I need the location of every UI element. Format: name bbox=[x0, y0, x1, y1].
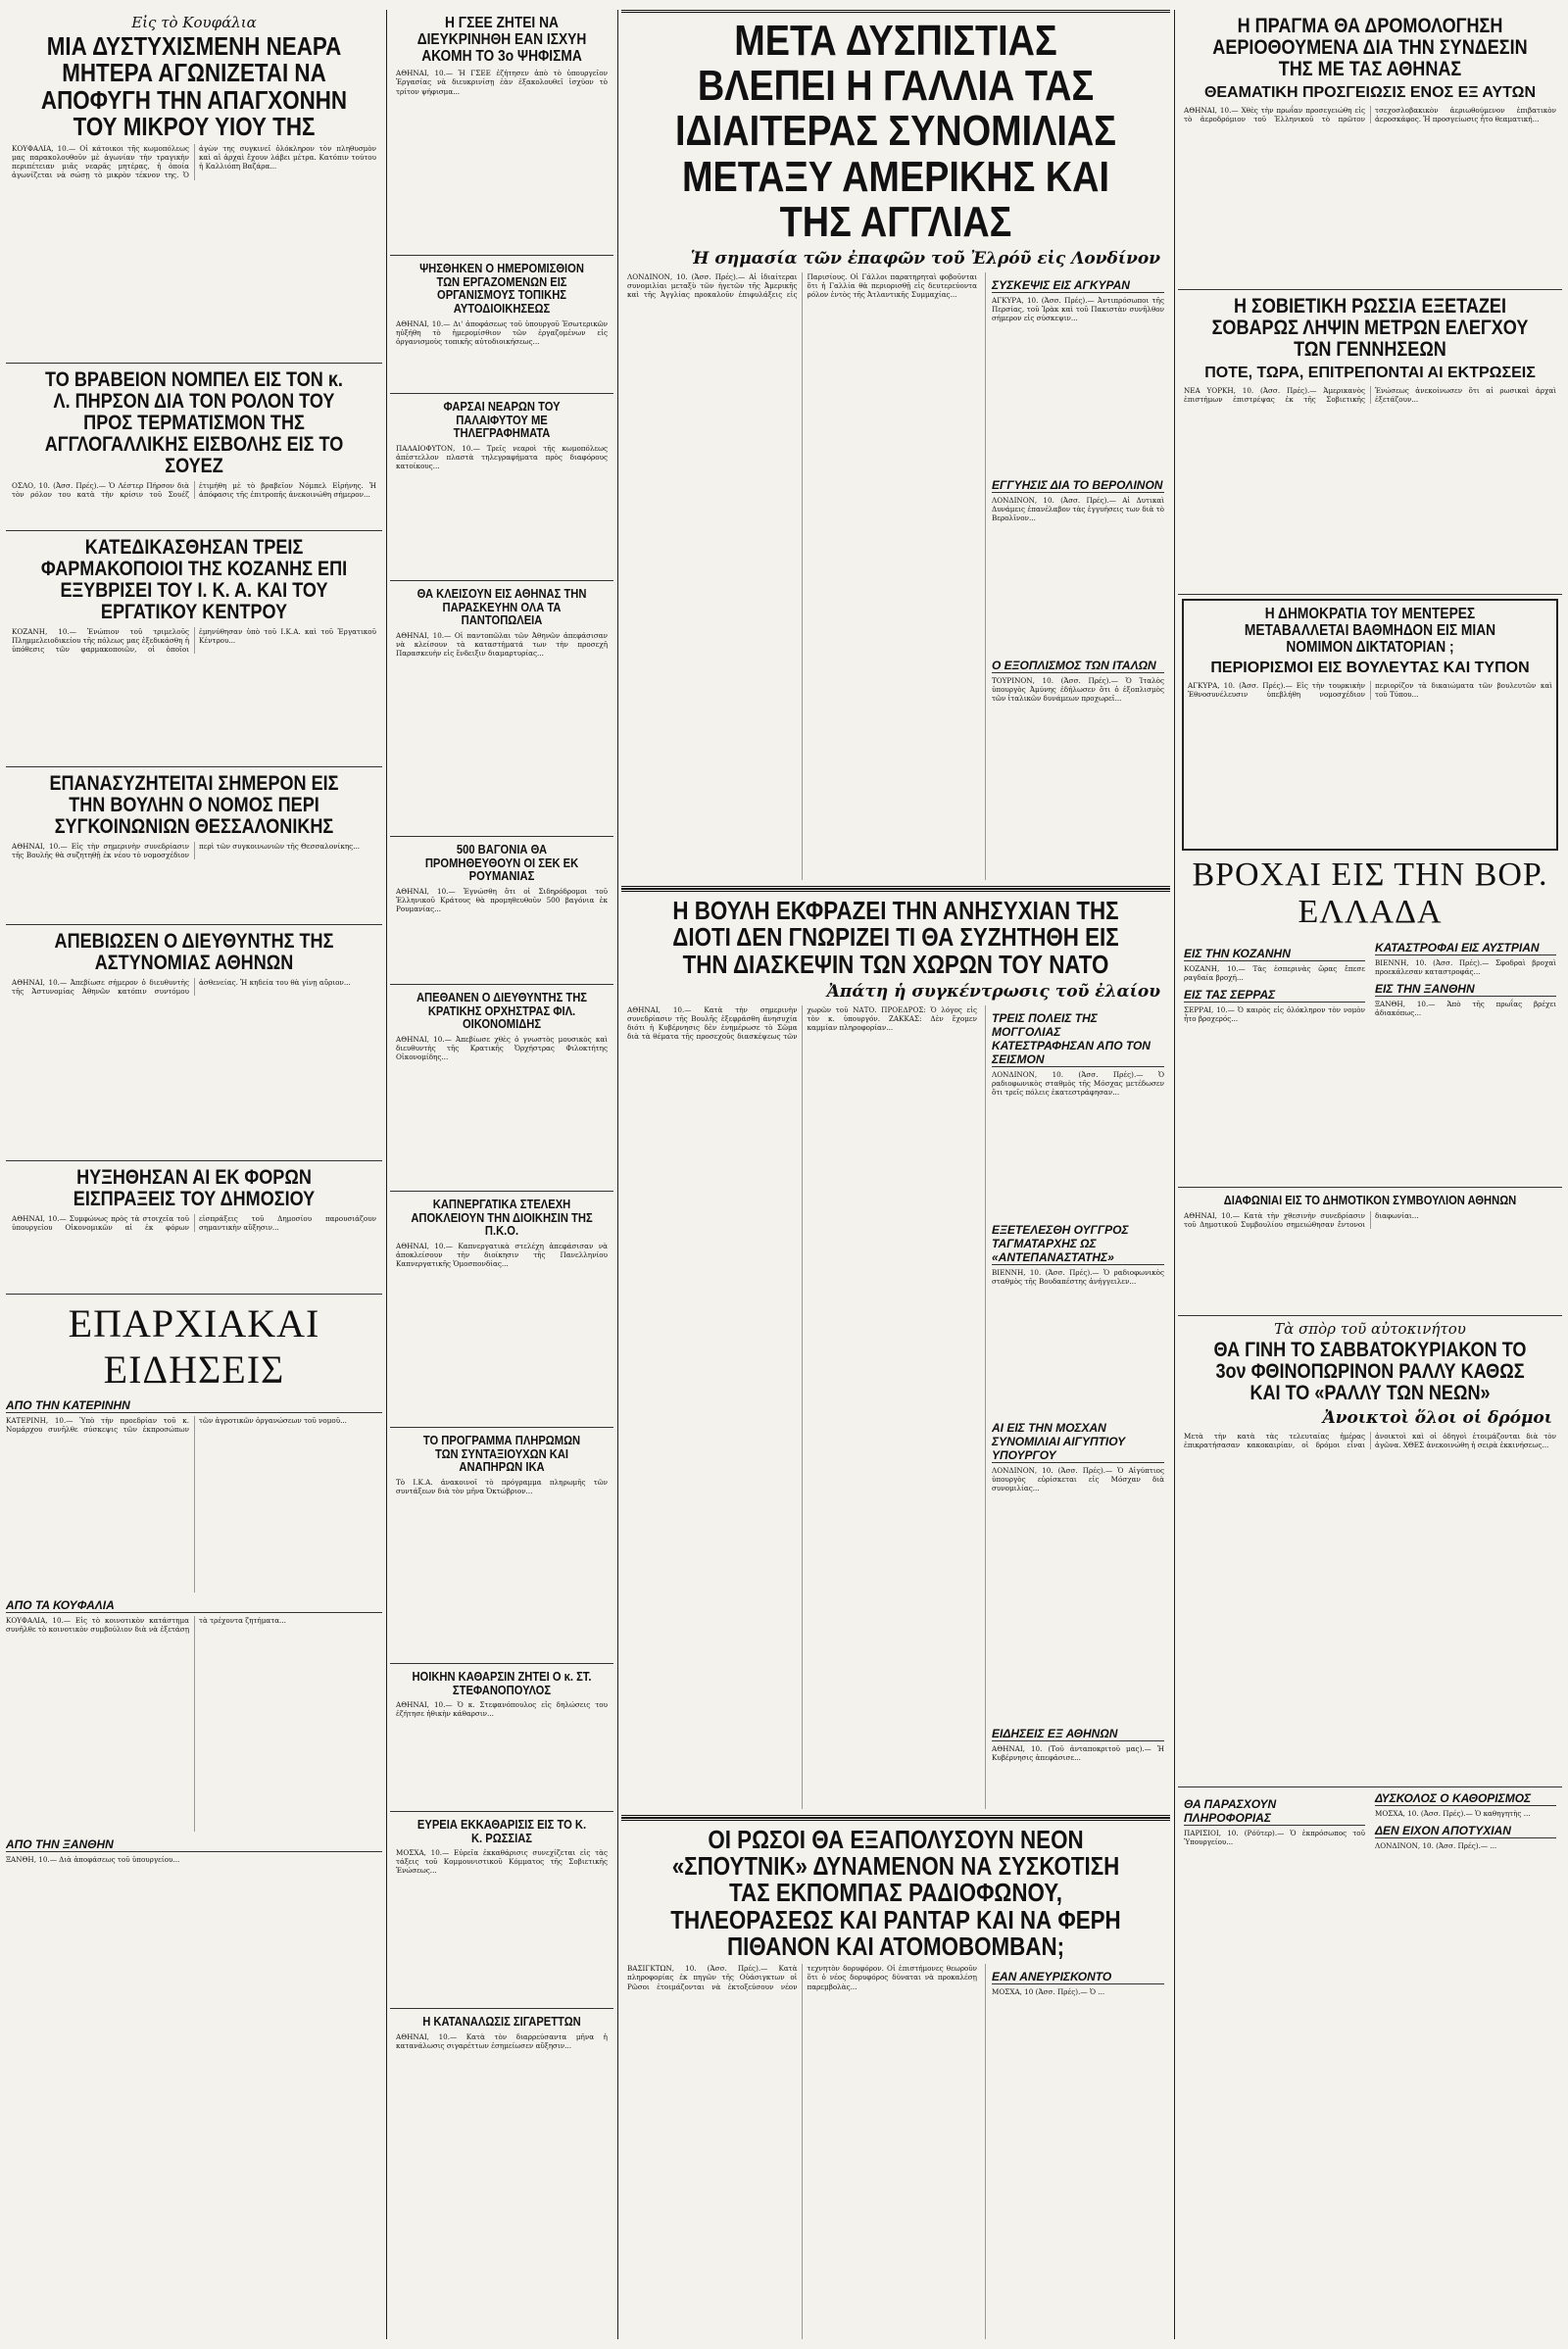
article-body: ΜΟΣΧΑ, 10 (Ἀσσ. Πρές).— Ὁ ... bbox=[992, 1987, 1105, 1997]
article-body: ΞΑΝΘΗ, 10.— Διὰ ἀποφάσεως τοῦ ὑπουργείου... bbox=[6, 1855, 180, 1864]
article-body: ΑΘΗΝΑΙ, 10.— Κατὰ τὴν χθεσινὴν συνεδρίασιν τοῦ Δημοτικοῦ Συμβουλίου σημειώθησαν ἔντονοι διαφωνίαι... bbox=[1184, 1210, 1419, 1229]
column-centre bbox=[621, 10, 1170, 2339]
article-body: ΑΘΗΝΑΙ, 10.— Εἰς τὴν σημερινὴν συνεδρίασιν τῆς Βουλῆς θὰ συζητηθῇ ἐκ νέου τὸ νομοσχέδιον περὶ τῶν συγκοινωνιῶν τῆς Θεσσαλονίκης... bbox=[12, 842, 361, 860]
article-body: ΛΟΝΔΙΝΟΝ, 10. (Ἀσσ. Πρές).— Αἱ Δυτικαὶ Δυνάμεις ἐπανέλαβον τὰς ἐγγυήσεις των διὰ τὸ Βερολῖνον... bbox=[992, 495, 1164, 523]
article-jet bbox=[1178, 10, 1562, 290]
nato-sidebar bbox=[985, 1005, 1164, 1809]
lead-headline: ΜΕΤΑ ΔΥΣΠΙΣΤΙΑΣ ΒΛΕΠΕΙ Η ΓΑΛΛΙΑ ΤΑΣ ΙΔΙΑΙΤΕΡΑΣ ΣΥΝΟΜΙΛΙΑΣ ΜΕΤΑΞΥ ΑΜΕΡΙΚΗΣ ΚΑΙ ΤΗΣ ΑΓΓΛΙΑΣ bbox=[675, 17, 1116, 246]
article-body: ΑΘΗΝΑΙ, 10.— Κατὰ τὸν διαρρεύσαντα μῆνα ἡ κατανάλωσις σιγαρέττων ἐσημείωσεν αὔξησιν... bbox=[396, 2031, 608, 2050]
article-body: ΑΘΗΝΑΙ, 10. (Τοῦ ἀνταποκριτοῦ μας).— Ἡ Κυβέρνησις ἀπεφάσισε... bbox=[992, 1743, 1164, 1762]
subheadline: ΠΟΤΕ, ΤΩΡΑ, ΕΠΙΤΡΕΠΟΝΤΑΙ ΑΙ ΕΚΤΡΩΣΕΙΣ bbox=[1204, 365, 1536, 382]
headline: ΦΑΡΣΑΙ ΝΕΑΡΩΝ ΤΟΥ ΠΑΛΑΙΦΥΤΟΥ ΜΕ ΤΗΛΕΓΡΑΦΗΜΑΤΑ bbox=[443, 399, 561, 441]
headline: ΚΑΠΝΕΡΓΑΤΙΚΑ ΣΤΕΛΕΧΗ ΑΠΟΚΛΕΙΟΥΝ ΤΗΝ ΔΙΟΙΚΗΣΙΝ ΤΗΣ Π.Κ.Ο. bbox=[411, 1197, 593, 1239]
headline: ΜΙΑ ΔΥΣΤΥΧΙΣΜΕΝΗ ΝΕΑΡΑ ΜΗΤΕΡΑ ΑΓΩΝΙΖΕΤΑΙ ΝΑ ΑΠΟΦΥΓΗ ΤΗΝ ΑΠΑΓΧΟΝΗΝ ΤΟΥ ΜΙΚΡΟΥ ΥΙΟΥ ΤΗΣ bbox=[40, 31, 348, 141]
article-body: ΑΘΗΝΑΙ, 10.— Οἱ παντοπῶλαι τῶν Ἀθηνῶν ἀπεφάσισαν νὰ κλείσουν τὰ καταστήματά των τὴν προσεχῆ Παρασκευὴν εἰς ἔνδειξιν διαμαρτυρίας... bbox=[396, 630, 608, 659]
article-gsee bbox=[390, 10, 613, 256]
lead-body-wrap bbox=[627, 272, 1164, 880]
section-title: ΑΠΟ ΤΗΝ ΞΑΝΘΗΝ bbox=[6, 1837, 382, 1852]
headline: ΤΟ ΒΡΑΒΕΙΟΝ ΝΟΜΠΕΛ ΕΙΣ ΤΟΝ κ. Λ. ΠΗΡΣΟΝ ΔΙΑ ΤΟΝ ΡΟΛΟΝ ΤΟΥ ΠΡΟΣ ΤΕΡΜΑΤΙΣΜΟΝ ΤΗΣ ΑΓΓΛΟΓΑΛΛΙΚΗΣ ΕΙΣΒΟΛΗΣ ΕΙΣ ΤΟ ΣΟΥΕΖ bbox=[44, 368, 344, 478]
sputnik-body-wrap bbox=[627, 1964, 1164, 2339]
section-title: ΤΡΕΙΣ ΠΟΛΕΙΣ ΤΗΣ ΜΟΓΓΟΛΙΑΣ ΚΑΤΕΣΤΡΑΦΗΣΑΝ ΑΠΟ ΤΟΝ ΣΕΙΣΜΟΝ bbox=[992, 1011, 1164, 1067]
article-body: ΑΘΗΝΑΙ, 10.— Συμφώνως πρὸς τὰ στοιχεῖα τοῦ ὑπουργείου Οἰκονομικῶν αἱ ἐκ φόρων εἰσπράξεις τοῦ Δημοσίου παρουσιάζουν σημαντικὴν αὔξησιν... bbox=[12, 1214, 376, 1233]
section-title: ΕΙΔΗΣΕΙΣ ΕΞ ΑΘΗΝΩΝ bbox=[992, 1727, 1164, 1741]
section-title: ΘΑ ΠΑΡΑΣΧΟΥΝ ΠΛΗΡΟΦΟΡΙΑΣ bbox=[1184, 1797, 1365, 1826]
kicker: Εἰς τὸ Κουφάλια bbox=[131, 14, 257, 31]
deck: Ἀπάτη ἡ συγκέντρωσις τοῦ ἐλαίου bbox=[826, 981, 1160, 1002]
article-body: ΛΟΝΔΙΝΟΝ, 10. (Ἀσσ. Πρές).— Ὁ ραδιοφωνικὸς σταθμὸς τῆς Μόσχας μετέδωσεν ὅτι τρεῖς πόλεις ἐκατεστράφησαν... bbox=[992, 1069, 1164, 1098]
section-title: ΕΑΝ ΑΝΕΥΡΙΣΚΟΝΤΟ bbox=[992, 1970, 1164, 1984]
article-taxes bbox=[6, 1161, 382, 1295]
section-title: ΕΞΕΤΕΛΕΣΘΗ ΟΥΓΓΡΟΣ ΤΑΓΜΑΤΑΡΧΗΣ ΩΣ «ΑΝΤΕΠΑΝΑΣΤΑΤΗΣ» bbox=[992, 1223, 1164, 1265]
column-left bbox=[6, 10, 382, 2339]
article-body: ΑΘΗΝΑΙ, 10.— Ἡ ΓΣΕΕ ἐζήτησεν ἀπὸ τὸ ὑπουργεῖον Ἐργασίας νὰ διευκρινίσῃ ἐὰν ἐξακολουθεῖ ἰσχύον τὸ τρίτον ψήφισμα... bbox=[396, 69, 608, 96]
headline: Η ΚΑΤΑΝΑΛΩΣΙΣ ΣΙΓΑΡΕΤΤΩΝ bbox=[422, 2014, 581, 2029]
article-body: ΑΘΗΝΑΙ, 10.— Ἀπεβίωσε σήμερον ὁ διευθυντὴς τῆς Ἀστυνομίας Ἀθηνῶν κατόπιν συντόμου ἀσθενείας. Ἡ κηδεία του θὰ γίνῃ αὔριον... bbox=[12, 978, 351, 997]
column-rule bbox=[386, 10, 387, 2339]
article-catharsis bbox=[390, 1664, 613, 1812]
article-grocers bbox=[390, 581, 613, 837]
section-title: ΔΕΝ ΕΙΧΟΝ ΑΠΟΤΥΧΙΑΝ bbox=[1375, 1824, 1556, 1838]
column-rule bbox=[617, 10, 618, 2339]
article-body: ΑΘΗΝΑΙ, 10.— Κατὰ τὴν σημερινὴν συνεδρίασιν τῆς Βουλῆς ἐξεφράσθη ἀνησυχία διότι ἡ Κυβέρνησις δὲν ἐνημέρωσε τὸ Σῶμα διὰ τὰ θέματα τῆς προσεχοῦς διασκέψεως τῶν χωρῶν τοῦ ΝΑΤΟ. ΠΡΟΕΔΡΟΣ: Ὁ λόγος εἰς τὸν κ. ὑπουργόν. ΖΑΚΚΑΣ: Δὲν ἔχομεν καμμίαν πληροφορίαν... bbox=[627, 1004, 977, 1042]
article-body: ΑΓΚΥΡΑ, 10. (Ἀσσ. Πρές).— Ἀντιπρόσωποι τῆς Περσίας, τοῦ Ἰρὰκ καὶ τοῦ Πακιστὰν συνῆλθον σήμερον εἰς σύσκεψιν... bbox=[992, 295, 1164, 323]
article-body: ΚΑΤΕΡΙΝΗ, 10.— Ὑπὸ τὴν προεδρίαν τοῦ κ. Νομάρχου συνῆλθε σύσκεψις τῶν ἐκπροσώπων τῶν ἀγροτικῶν ὀργανώσεων τοῦ νομοῦ... bbox=[6, 1416, 347, 1435]
headline: ΚΑΤΕΔΙΚΑΣΘΗΣΑΝ ΤΡΕΙΣ ΦΑΡΜΑΚΟΠΟΙΟΙ ΤΗΣ ΚΟΖΑΝΗΣ ΕΠΙ ΕΞΥΒΡΙΣΕΙ ΤΟΥ Ι. Κ. Α. ΚΑΙ ΤΟΥ ΕΡΓΑΤΙΚΟΥ ΚΕΝΤΡΟΥ bbox=[40, 536, 348, 624]
article-body: ΞΑΝΘΗ, 10.— Ἀπὸ τῆς πρωΐας βρέχει ἀδιακόπως... bbox=[1375, 1000, 1556, 1018]
article-body: ΛΟΝΔΙΝΟΝ, 10. (Ἀσσ. Πρές).— Αἱ ἰδιαίτεραι συνομιλίαι μεταξὺ τῶν ἡγετῶν τῆς Ἀμερικῆς καὶ τῆς Ἀγγλίας προκαλοῦν ἐπιφυλάξεις εἰς Παρισίους. Οἱ Γάλλοι παρατηρηταὶ φοβοῦνται ὅτι ἡ Γαλλία θὰ περιορισθῇ εἰς δευτερεύοντα ρόλον ἐντὸς τῆς Ἀτλαντικῆς Συμμαχίας... bbox=[627, 271, 977, 300]
deck: Ἀνοικτοὶ ὅλοι οἱ δρόμοι bbox=[1322, 1408, 1552, 1429]
headline: ΕΥΡΕΙΑ ΕΚΚΑΘΑΡΙΣΙΣ ΕΙΣ ΤΟ Κ. Κ. ΡΩΣΣΙΑΣ bbox=[416, 1817, 587, 1845]
section-title: ΚΑΤΑΣΤΡΟΦΑΙ ΕΙΣ ΑΥΣΤΡΙΑΝ bbox=[1375, 941, 1556, 955]
nato-article bbox=[621, 889, 1170, 1818]
headline: ΨΗΣΘΗΚΕΝ Ο ΗΜΕΡΟΜΙΣΘΙΟΝ ΤΩΝ ΕΡΓΑΖΟΜΕΝΩΝ ΕΙΣ ΟΡΓΑΝΙΣΜΟΥΣ ΤΟΠΙΚΗΣ ΑΥΤΟΔΙΟΙΚΗΣΕΩΣ bbox=[419, 261, 584, 316]
article-body: ΒΙΕΝΝΗ, 10. (Ἀσσ. Πρές).— Ὁ ραδιοφωνικὸς σταθμὸς τῆς Βουδαπέστης ἀνήγγειλεν... bbox=[992, 1267, 1164, 1286]
section-title: Ο ΕΞΟΠΛΙΣΜΟΣ ΤΩΝ ΙΤΑΛΩΝ bbox=[992, 659, 1164, 673]
article-body: Μετὰ τὴν κατὰ τὰς τελευταίας ἡμέρας ἐπικρατήσασαν κακοκαιρίαν, οἱ δρόμοι εἶναι ἀνοικτοὶ καὶ οἱ ὁδηγοὶ ἑτοιμάζονται διὰ τὸν ἀγῶνα. ΧΘΕΣ ἀνεκοινώθη ἡ σειρὰ ἐκκινήσεως... bbox=[1184, 1432, 1556, 1450]
section-title: ΕΓΓΥΗΣΙΣ ΔΙΑ ΤΟ ΒΕΡΟΛΙΝΟΝ bbox=[992, 477, 1163, 492]
headline: Η ΔΗΜΟΚΡΑΤΙΑ ΤΟΥ ΜΕΝΤΕΡΕΣ ΜΕΤΑΒΑΛΛΕΤΑΙ ΒΑΘΜΗΔΟΝ ΕΙΣ ΜΙΑΝ ΝΟΜΙΜΟΝ ΔΙΚΤΑΤΟΡΙΑΝ ; bbox=[1244, 606, 1496, 656]
article-body: ΝΕΑ ΥΟΡΚΗ, 10. (Ἀσσ. Πρές).— Ἀμερικανὸς ἐπιστήμων ἐπιστρέψας ἐκ τῆς Σοβιετικῆς Ἑνώσεως ἀνεκοίνωσεν ὅτι αἱ ρωσικαὶ ἀρχαὶ ἐξετάζουν... bbox=[1184, 386, 1556, 405]
article-body: ΛΟΝΔΙΝΟΝ, 10. (Ἀσσ. Πρές).— Ὁ Αἰγύπτιος ὑπουργὸς εὑρίσκεται εἰς Μόσχαν διὰ συνομιλίας... bbox=[992, 1465, 1164, 1493]
article-body: ΑΘΗΝΑΙ, 10.— Ἀπεβίωσε χθὲς ὁ γνωστὸς μουσικὸς καὶ διευθυντὴς τῆς Κρατικῆς Ὀρχήστρας Φιλοκτήτης Οἰκονομίδης... bbox=[396, 1034, 608, 1062]
article-body: ΜΟΣΧΑ, 10.— Εὐρεῖα ἐκκαθάρισις συνεχίζεται εἰς τὰς τάξεις τοῦ Κομμουνιστικοῦ Κόμματος τῆς Σοβιετικῆς Ἑνώσεως... bbox=[396, 1848, 608, 1876]
article-body: ΠΑΡΙΣΙΟΙ, 10. (Ρόϋτερ).— Ὁ ἐκπρόσωπος τοῦ Ὑπουργείου... bbox=[1184, 1829, 1365, 1847]
article-orchestra bbox=[390, 985, 613, 1192]
article-body: ΚΟΥΦΑΛΙΑ, 10.— Οἱ κάτοικοι τῆς κωμοπόλεως μας παρακολουθοῦν μὲ ἀγωνίαν τὴν τραγικὴν περιπέτειαν μιᾶς νεαρᾶς μητέρας, ἡ ὁποία ἀγωνίζεται νὰ σώσῃ τὸ μικρὸν τέκνον της. Ὁ ἀγὼν της συγκινεῖ ὁλόκληρον τὸν πληθυσμὸν καὶ αἱ ἀρχαὶ ἔχουν λάβει μέτρα. Κατόπιν τούτου ἡ Καλλιόπη Βαζάρα... bbox=[12, 144, 376, 180]
article-rally bbox=[1178, 1316, 1562, 1787]
article-body: ΛΟΝΔΙΝΟΝ, 10. (Ἀσσ. Πρές).— ... bbox=[1375, 1841, 1497, 1851]
article-body: ΣΕΡΡΑΙ, 10.— Ὁ καιρὸς εἰς ὁλόκληρον τὸν νομὸν ἦτο βροχερός... bbox=[1184, 1005, 1365, 1024]
headline: ΘΑ ΓΙΝΗ ΤΟ ΣΑΒΒΑΤΟΚΥΡΙΑΚΟΝ ΤΟ 3ον ΦΘΙΝΟΠΩΡΙΝΟΝ ΡΑΛΛΥ ΚΑΘΩΣ ΚΑΙ ΤΟ «ΡΑΛΛΥ ΤΩΝ ΝΕΩΝ» bbox=[1213, 1339, 1527, 1405]
article-body: ΑΘΗΝΑΙ, 10.— Ὁ κ. Στεφανόπουλος εἰς δηλώσεις του ἐζήτησε ἠθικὴν κάθαρσιν... bbox=[396, 1700, 608, 1719]
nato-body-wrap bbox=[627, 1005, 1164, 1809]
headline: ΔΙΑΦΩΝΙΑΙ ΕΙΣ ΤΟ ΔΗΜΟΤΙΚΟΝ ΣΥΜΒΟΥΛΙΟΝ ΑΘΗΝΩΝ bbox=[1223, 1193, 1517, 1207]
article-menderes bbox=[1182, 599, 1558, 851]
article-nobel bbox=[6, 364, 382, 531]
article-tobacco bbox=[390, 1192, 613, 1428]
headline: Η ΣΟΒΙΕΤΙΚΗ ΡΩΣΣΙΑ ΕΞΕΤΑΖΕΙ ΣΟΒΑΡΩΣ ΛΗΨΙΝ ΜΕΤΡΩΝ ΕΛΕΓΧΟΥ ΤΩΝ ΓΕΝΝΗΣΕΩΝ bbox=[1211, 295, 1529, 362]
article-body: ΠΑΛΑΙΟΦΥΤΟΝ, 10.— Τρεῖς νεαροὶ τῆς κωμοπόλεως ἀπέστελλον πλαστὰ τηλεγραφήματα πρὸς διαφόρους κατοίκους... bbox=[396, 443, 608, 471]
section-banner: ΒΡΟΧΑΙ ΕΙΣ ΤΗΝ ΒΟΡ. ΕΛΛΑΔΑ bbox=[1192, 856, 1548, 930]
lead-sidebar bbox=[985, 272, 1164, 880]
headline: ΤΟ ΠΡΟΓΡΑΜΜΑ ΠΛΗΡΩΜΩΝ ΤΩΝ ΣΥΝΤΑΞΙΟΥΧΩΝ ΚΑΙ ΑΝΑΠΗΡΩΝ ΙΚΑ bbox=[422, 1433, 581, 1475]
section-title: ΕΙΣ ΤΗΝ ΚΟΖΑΝΗΝ bbox=[1184, 947, 1365, 961]
article-cigarettes bbox=[390, 2009, 613, 2056]
article-body: ΒΙΕΝΝΗ, 10. (Ἀσσ. Πρές).— Σφοδραὶ βροχαὶ προεκάλεσαν καταστροφάς... bbox=[1375, 958, 1556, 977]
article-body: ΑΘΗΝΑΙ, 10.— Ἐγνώσθη ὅτι οἱ Σιδηρόδρομοι τοῦ Ἑλληνικοῦ Κράτους θὰ προμηθευθοῦν 500 βαγόνια ἐκ Ρουμανίας... bbox=[396, 886, 608, 914]
article-parliament bbox=[6, 767, 382, 925]
article-body: ΜΟΣΧΑ, 10. (Ἀσσ. Πρές).— Ὁ καθηγητὴς ... bbox=[1375, 1809, 1531, 1818]
column-rule bbox=[1174, 10, 1175, 2339]
rain-reports bbox=[1178, 937, 1562, 1188]
section-title: ΑΠΟ ΤΗΝ ΚΑΤΕΡΙΝΗΝ bbox=[6, 1398, 382, 1413]
right-briefs bbox=[1178, 1787, 1562, 1857]
article-body: ΟΣΛΟ, 10. (Ἀσσ. Πρές).— Ὁ Λέστερ Πήρσον διὰ τὸν ρόλον του κατὰ τὴν κρίσιν τοῦ Σουέζ ἐτιμήθη μὲ τὸ βραβεῖον Νόμπελ Εἰρήνης. Ἡ ἀπόφασις τῆς ἐπιτροπῆς ἀνεκοινώθη σήμερον... bbox=[12, 481, 376, 500]
column-second bbox=[390, 10, 613, 2339]
section-title: ΑΙ ΕΙΣ ΤΗΝ ΜΟΣΧΑΝ ΣΥΝΟΜΙΛΙΑΙ ΑΙΓΥΠΤΙΟΥ ΥΠΟΥΡΓΟΥ bbox=[992, 1421, 1164, 1463]
section-title: ΣΥΣΚΕΨΙΣ ΕΙΣ ΑΓΚΥΡΑΝ bbox=[992, 278, 1164, 293]
section-title: ΕΙΣ ΤΑΣ ΣΕΡΡΑΣ bbox=[1184, 988, 1365, 1003]
article-mother bbox=[6, 10, 382, 364]
provincial-news bbox=[6, 1398, 382, 1864]
headline: Η ΓΣΕΕ ΖΗΤΕΙ ΝΑ ΔΙΕΥΚΡΙΝΗΘΗ ΕΑΝ ΙΣΧΥΗ ΑΚΟΜΗ ΤΟ 3ο ΨΗΦΙΣΜΑ bbox=[416, 15, 587, 65]
subheadline: ΠΕΡΙΟΡΙΣΜΟΙ ΕΙΣ ΒΟΥΛΕΥΤΑΣ ΚΑΙ ΤΥΠΟΝ bbox=[1210, 660, 1530, 677]
article-kozani bbox=[6, 531, 382, 767]
headline: Η ΠΡΑΓΜΑ ΘΑ ΔΡΟΜΟΛΟΓΗΣΗ ΑΕΡΙΟΘΟΥΜΕΝΑ ΔΙΑ ΤΗΝ ΣΥΝΔΕΣΙΝ ΤΗΣ ΜΕ ΤΑΣ ΑΘΗΝΑΣ bbox=[1212, 15, 1528, 81]
section-title: ΑΠΟ ΤΑ ΚΟΥΦΑΛΙΑ bbox=[6, 1598, 382, 1613]
headline: Η ΒΟΥΛΗ ΕΚΦΡΑΖΕΙ ΤΗΝ ΑΝΗΣΥΧΙΑΝ ΤΗΣ ΔΙΟΤΙ ΔΕΝ ΓΝΩΡΙΖΕΙ ΤΙ ΘΑ ΣΥΖΗΤΗΘΗ ΕΙΣ ΤΗΝ ΔΙΑΣΚΕΨΙΝ ΤΩΝ ΧΩΡΩΝ ΤΟΥ ΝΑΤΟ bbox=[672, 895, 1119, 979]
article-pensions bbox=[390, 1428, 613, 1664]
subheadline: ΘΕΑΜΑΤΙΚΗ ΠΡΟΣΓΕΙΩΣΙΣ ΕΝΟΣ ΕΞ ΑΥΤΩΝ bbox=[1203, 84, 1537, 102]
section-title: ΔΥΣΚΟΛΟΣ Ο ΚΑΘΟΡΙΣΜΟΣ bbox=[1375, 1791, 1556, 1806]
article-body: ΑΘΗΝΑΙ, 10.— Δι' ἀποφάσεως τοῦ ὑπουργοῦ Ἐσωτερικῶν ηὐξήθη τὸ ἡμερομίσθιον τῶν ἐργαζομένων εἰς ὀργανισμοὺς τοπικῆς αὐτοδιοικήσεως... bbox=[396, 318, 608, 346]
article-pranks bbox=[390, 394, 613, 581]
article-body: ΒΑΣΙΓΚΤΩΝ, 10. (Ἀσσ. Πρές).— Κατὰ πληροφορίας ἐκ πηγῶν τῆς Οὐάσιγκτων οἱ Ρῶσοι ἑτοιμάζονται νὰ ἐκτοξεύσουν νέον τεχνητὸν δορυφόρον. Οἱ ἐπιστήμονες θεωροῦν ὅτι ὁ νέος δορυφόρος δύναται νὰ προκαλέσῃ παρεμβολὰς... bbox=[627, 1964, 977, 1991]
sputnik-article bbox=[621, 1818, 1170, 2339]
lead-article bbox=[621, 10, 1170, 889]
section-title: ΕΙΣ ΤΗΝ ΞΑΝΘΗΝ bbox=[1375, 982, 1556, 997]
article-purge bbox=[390, 1812, 613, 2009]
article-body: ΑΘΗΝΑΙ, 10.— Καπνεργατικὰ στελέχη ἀπεφάσισαν νὰ ἀποκλείσουν τὴν διοίκησιν τῆς Πανελληνίου Καπνεργατικῆς Ὁμοσπονδίας... bbox=[396, 1241, 608, 1269]
article-council bbox=[1178, 1188, 1562, 1316]
sputnik-sidebar bbox=[985, 1964, 1164, 2339]
headline: 500 ΒΑΓΟΝΙΑ ΘΑ ΠΡΟΜΗΘΕΥΘΟΥΝ ΟΙ ΣΕΚ ΕΚ ΡΟΥΜΑΝΙΑΣ bbox=[424, 842, 579, 884]
article-body: ΑΘΗΝΑΙ, 10.— Χθὲς τὴν πρωΐαν προσεγειώθη εἰς τὸ ἀεροδρόμιον τοῦ Ἑλληνικοῦ τὸ πρῶτον τσεχοσλοβακικὸν ἀεριωθούμενον ἐπιβατικὸν ἀεροσκάφος. Ἡ προσγείωσις ἦτο θεαματική... bbox=[1184, 106, 1556, 124]
section-banner: ΕΠΑΡΧΙΑΚΑΙ ΕΙΔΗΣΕΙΣ bbox=[68, 1301, 320, 1392]
article-police bbox=[6, 925, 382, 1161]
article-wages bbox=[390, 256, 613, 394]
article-body: Τὸ Ι.Κ.Α. ἀνακοινοῖ τὸ πρόγραμμα πληρωμῆς τῶν συντάξεων διὰ τὸν μῆνα Ὀκτώβριον... bbox=[396, 1477, 608, 1496]
article-body: ΚΟΥΦΑΛΙΑ, 10.— Εἰς τὸ κοινοτικὸν κατάστημα συνῆλθε τὸ κοινοτικὸν συμβούλιον διὰ νὰ ἐξετάσῃ τὰ τρέχοντα ζητήματα... bbox=[6, 1616, 286, 1635]
lead-deck: Ἡ σημασία τῶν ἐπαφῶν τοῦ Ἐλρόῦ εἰς Λονδίνον bbox=[690, 248, 1160, 269]
headline: ΗΥΞΗΘΗΣΑΝ ΑΙ ΕΚ ΦΟΡΩΝ ΕΙΣΠΡΑΞΕΙΣ ΤΟΥ ΔΗΜΟΣΙΟΥ bbox=[73, 1166, 316, 1211]
article-body: ΑΓΚΥΡΑ, 10. (Ἀσσ. Πρές).— Εἰς τὴν τουρκικὴν Ἐθνοσυνέλευσιν ὑπεβλήθη νομοσχέδιον περιορίζον τὰ δικαιώματα τῶν βουλευτῶν καὶ τοῦ Τύπου... bbox=[1188, 681, 1552, 700]
article-body: ΤΟΥΡΙΝΟΝ, 10. (Ἀσσ. Πρές).— Ὁ Ἰταλὸς ὑπουργὸς Ἀμύνης ἐδήλωσεν ὅτι ὁ ἐξοπλισμὸς τῶν ἰταλικῶν δυνάμεων προχωρεῖ... bbox=[992, 675, 1164, 704]
article-body: ΚΟΖΑΝΗ, 10.— Ἐνώπιον τοῦ τριμελοῦς Πλημμελειοδικείου τῆς πόλεως μας ἐξεδικάσθη ἡ ὑπόθεσις τῶν φαρμακοποιῶν, οἱ ὁποῖοι ἐμηνύθησαν ὑπὸ τοῦ Ι.Κ.Α. καὶ τοῦ Ἐργατικοῦ Κέντρου... bbox=[12, 627, 376, 655]
article-soviet-births bbox=[1178, 290, 1562, 595]
column-right bbox=[1178, 10, 1562, 2339]
kicker: Τὰ σπὸρ τοῦ αὐτοκινήτου bbox=[1274, 1320, 1466, 1338]
headline: ΕΠΑΝΑΣΥΖΗΤΕΙΤΑΙ ΣΗΜΕΡΟΝ ΕΙΣ ΤΗΝ ΒΟΥΛΗΝ Ο ΝΟΜΟΣ ΠΕΡΙ ΣΥΓΚΟΙΝΩΝΙΩΝ ΘΕΣΣΑΛΟΝΙΚΗΣ bbox=[49, 772, 339, 839]
headline: ΟΙ ΡΩΣΟΙ ΘΑ ΕΞΑΠΟΛΥΣΟΥΝ ΝΕΟΝ «ΣΠΟΥΤΝΙΚ» ΔΥΝΑΜΕΝΟΝ ΝΑ ΣΥΣΚΟΤΙΣΗ ΤΑΣ ΕΚΠΟΜΠΑΣ ΡΑΔΙΟΦΩΝΟΥ, ΤΗΛΕΟΡΑΣΕΩΣ ΚΑΙ ΡΑΝΤΑΡ ΚΑΙ ΝΑ ΦΕΡΗ ΠΙΘΑΝΟΝ ΚΑΙ ΑΤΟΜΟΒΟΜΒΑΝ; bbox=[670, 1824, 1121, 1962]
headline: ΘΑ ΚΛΕΙΣΟΥΝ ΕΙΣ ΑΘΗΝΑΣ ΤΗΝ ΠΑΡΑΣΚΕΥΗΝ ΟΛΑ ΤΑ ΠΑΝΤΟΠΩΛΕΙΑ bbox=[416, 586, 587, 628]
headline: ΗΟΙΚΗΝ ΚΑΘΑΡΣΙΝ ΖΗΤΕΙ Ο κ. ΣΤ. ΣΤΕΦΑΝΟΠΟΥΛΟΣ bbox=[412, 1669, 592, 1697]
headline: ΑΠΕΒΙΩΣΕΝ Ο ΔΙΕΥΘΥΝΤΗΣ ΤΗΣ ΑΣΤΥΝΟΜΙΑΣ ΑΘΗΝΩΝ bbox=[54, 930, 334, 975]
article-wagons bbox=[390, 837, 613, 985]
headline: ΑΠΕΘΑΝΕΝ Ο ΔΙΕΥΘΥΝΤΗΣ ΤΗΣ ΚΡΑΤΙΚΗΣ ΟΡΧΗΣΤΡΑΣ ΦΙΛ. ΟΙΚΟΝΟΜΙΔΗΣ bbox=[416, 990, 588, 1032]
article-body: ΚΟΖΑΝΗ, 10.— Τὰς ἑσπερινὰς ὥρας ἔπεσε ραγδαία βροχή... bbox=[1184, 964, 1365, 983]
